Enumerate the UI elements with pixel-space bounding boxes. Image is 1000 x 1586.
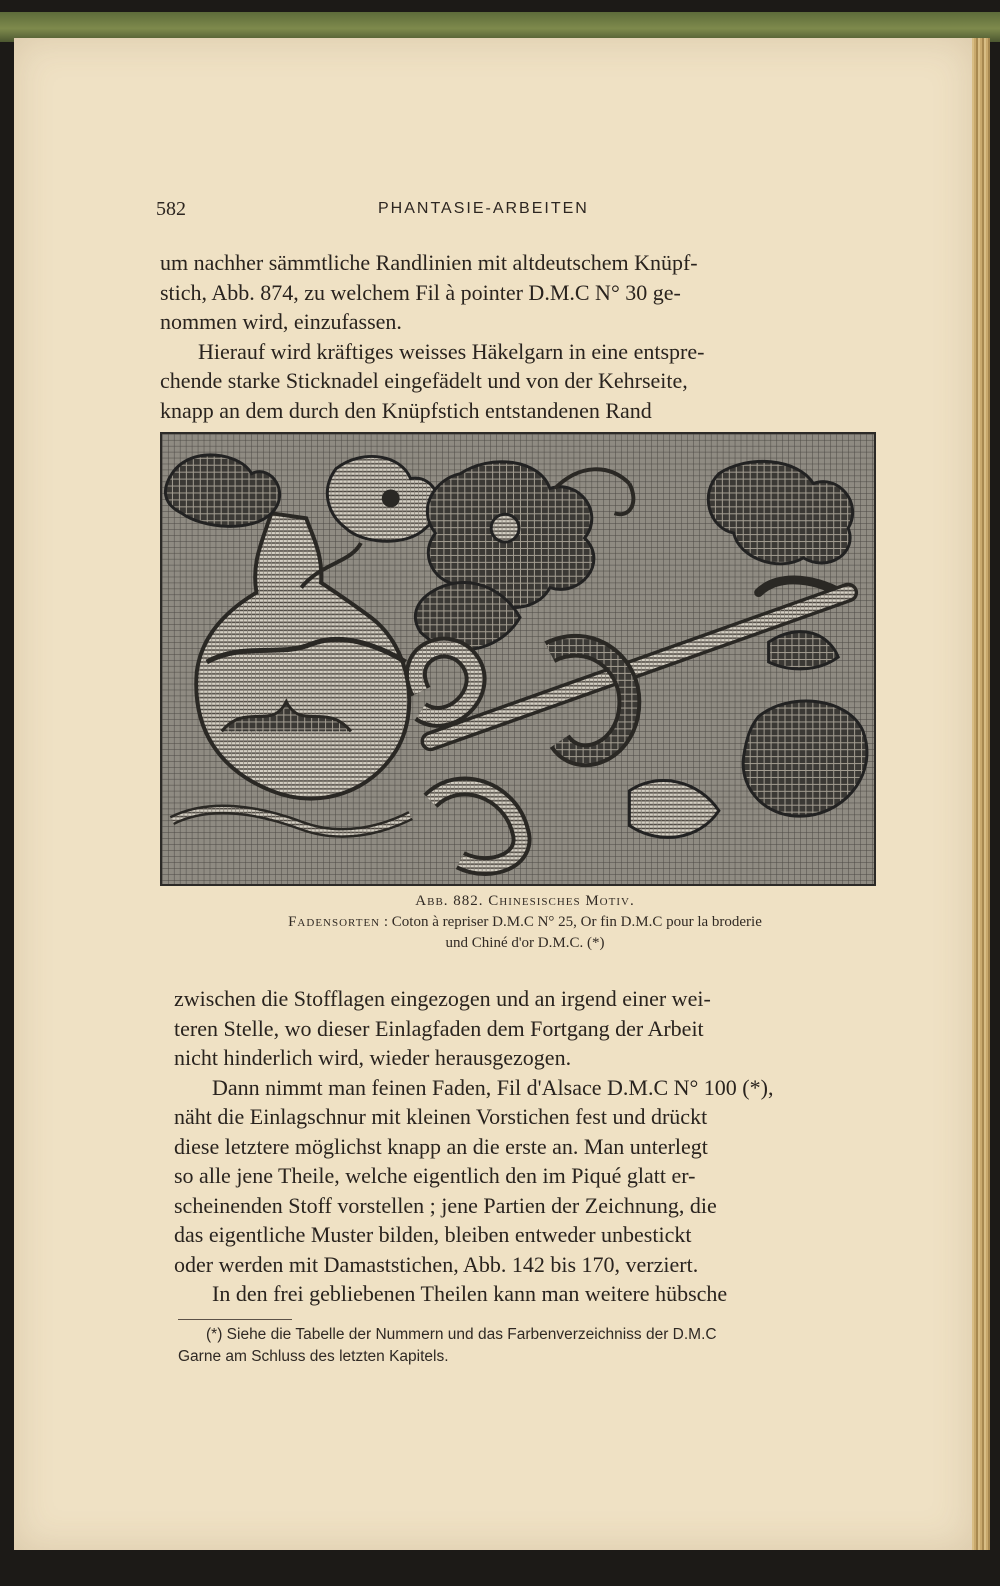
text-line: teren Stelle, wo dieser Einlagfaden dem Fortgang der Arbeit [174,1015,704,1041]
text-line: so alle jene Theile, welche eigentlich den im Piqué glatt er- [174,1163,696,1188]
text-line: näht die Einlagschnur mit kleinen Vorstichen fest und drückt [174,1104,708,1129]
page-header [156,198,876,228]
footnote [178,1324,878,1368]
text-line: diese letztere möglichst knapp an die erste an. Man unterlegt [174,1133,708,1159]
text-line: stich, Abb. 874, zu welchem Fil à pointer D.M.C N° 30 ge- [160,279,681,305]
text-line: zwischen die Stofflagen eingezogen und an irgend einer wei- [174,986,711,1011]
thread-types-text: : Coton à repriser D.M.C N° 25, Or fin D.M.C pour la broderie [380,914,762,930]
upper-text-block [160,248,865,425]
figure-caption [180,891,870,954]
text-line: In den frei gebliebenen Theilen kann man weitere hübsche [212,1281,728,1306]
text-line: oder werden mit Damaststichen, Abb. 142 bis 170, verziert. [174,1251,699,1277]
lower-text-block [174,984,881,1309]
text-line: Dann nimmt man feinen Faden, Fil d'Alsace D.M.C N° 100 (*), [212,1074,774,1100]
thread-types-label: Fadensorten [288,914,381,930]
text-line: nicht hinderlich wird, wieder herausgezogen. [174,1045,572,1070]
text-line: Hierauf wird kräftiges weisses Häkelgarn in eine entspre- [198,338,705,364]
text-line: scheinenden Stoff vorstellen ; jene Partien der Zeichnung, die [174,1192,717,1218]
page-number: 582 [156,198,186,220]
thread-types-line [180,912,870,933]
footnote-divider [178,1319,292,1320]
text-line: das eigentliche Muster bilden, bleiben entweder unbestickt [174,1222,692,1247]
embroidery-illustration [160,432,876,886]
thread-types-line-2: und Chiné d'or D.M.C. (*) [445,935,605,951]
text-line: chende starke Sticknadel eingefädelt und von der Kehrseite, [160,368,688,393]
text-line: nommen wird, einzufassen. [160,309,402,334]
footnote-line: (*) Siehe die Tabelle der Nummern und das Farbenverzeichniss der D.M.C [206,1326,717,1343]
footnote-line: Garne am Schluss des letzten Kapitels. [178,1348,449,1365]
figure-title: Abb. 882. Chinesisches Motiv. [415,893,635,909]
running-title: PHANTASIE-ARBEITEN [378,200,589,217]
text-line: knapp an dem durch den Knüpfstich entstandenen Rand [160,397,652,423]
embroidery-motif-image [162,434,874,884]
text-line: um nachher sämmtliche Randlinien mit altdeutschem Knüpf- [160,250,698,275]
